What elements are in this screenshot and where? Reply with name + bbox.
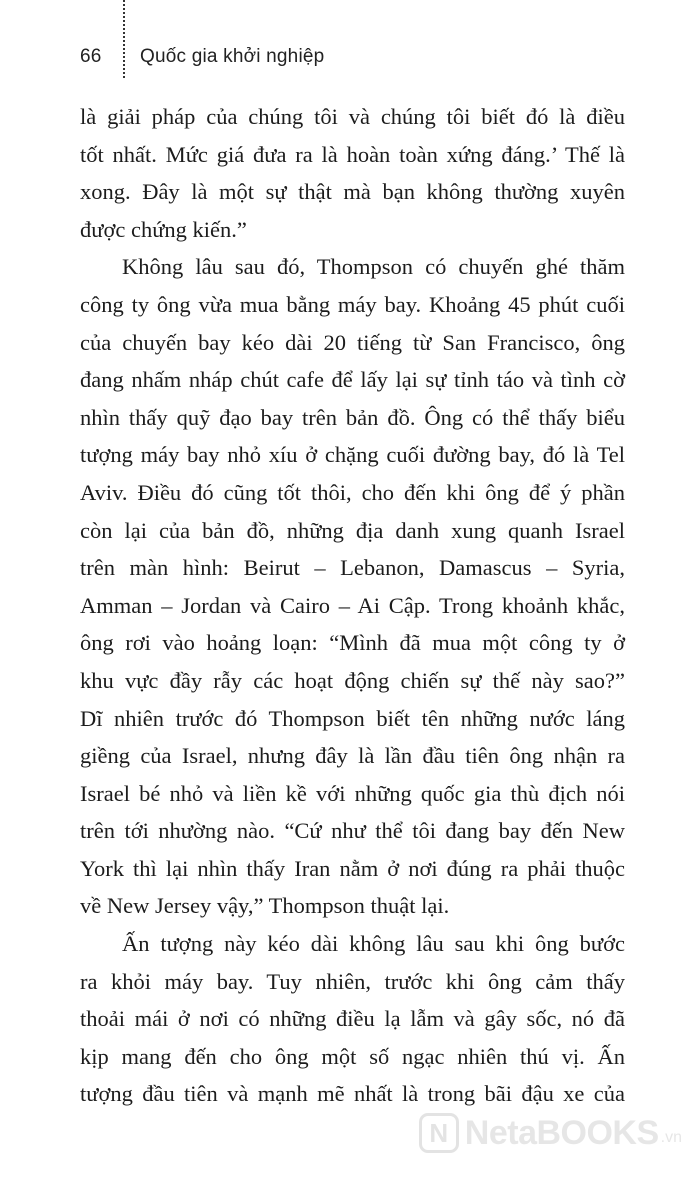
- watermark-logo-letter: N: [429, 1118, 449, 1148]
- text-line: tượng máy bay nhỏ xíu ở chặng cuối đường bay, đó là Tel: [80, 442, 625, 468]
- text-line: xong. Đây là một sự thật mà bạn không thường xuyên: [80, 179, 625, 205]
- text-line: tốt nhất. Mức giá đưa ra là hoàn toàn xứng đáng.’ Thế là: [80, 141, 625, 167]
- text-line: là giải pháp của chúng tôi và chúng tôi biết đó là điều: [80, 104, 625, 129]
- paragraph-first-line: Ấn tượng này kéo dài không lâu sau khi ông bước: [122, 931, 625, 957]
- text-line: ông rơi vào hoảng loạn: “Mình đã mua một công ty ở: [80, 630, 625, 656]
- text-line: nhìn thấy quỹ đạo bay trên bản đồ. Ông có thể thấy biểu: [80, 404, 625, 430]
- page-number: 66: [80, 46, 102, 67]
- text-line: Amman – Jordan và Cairo – Ai Cập. Trong khoảnh khắc,: [80, 592, 625, 618]
- page-header: [80, 40, 324, 74]
- text-line: giềng của Israel, nhưng đây là lần đầu tiên ông nhận ra: [80, 743, 625, 769]
- text-line: tượng đầu tiên và mạnh mẽ nhất là trong bãi đậu xe của: [80, 1081, 625, 1107]
- watermark-logo-icon: [419, 1113, 459, 1153]
- text-line: trên màn hình: Beirut – Lebanon, Damascus – Syria,: [80, 555, 625, 581]
- watermark: [419, 1113, 682, 1153]
- body-text: [80, 98, 625, 1113]
- text-line: trên tới nhường nào. “Cứ như thể tôi đang bay đến New: [80, 818, 625, 844]
- text-line: được chứng kiến.”: [80, 216, 247, 242]
- text-line: của chuyến bay kéo dài 20 tiếng từ San Francisco, ông: [80, 329, 625, 355]
- text-line: kịp mang đến cho ông một số ngạc nhiên thú vị. Ấn: [80, 1043, 625, 1069]
- text-line: ra khỏi máy bay. Tuy nhiên, trước khi ông cảm thấy: [80, 968, 625, 994]
- text-line: Israel bé nhỏ và liền kề với những quốc gia thù địch nói: [80, 780, 625, 806]
- watermark-text: NetaBOOKS: [464, 1113, 659, 1152]
- text-line: khu vực đầy rẫy các hoạt động chiến sự thế này sao?”: [80, 667, 625, 693]
- text-line: còn lại của bản đồ, những địa danh xung quanh Israel: [80, 517, 625, 543]
- text-line: thoải mái ở nơi có những điều lạ lẫm và gây sốc, nó đã: [80, 1006, 625, 1032]
- paragraph-first-line: Không lâu sau đó, Thompson có chuyến ghé thăm: [122, 254, 625, 280]
- text-line: Dĩ nhiên trước đó Thompson biết tên những nước láng: [80, 705, 625, 731]
- text-line: Aviv. Điều đó cũng tốt thôi, cho đến khi ông để ý phần: [80, 479, 625, 505]
- text-line: York thì lại nhìn thấy Iran nằm ở nơi đúng ra phải thuộc: [80, 855, 625, 881]
- text-line: về New Jersey vậy,” Thompson thuật lại.: [80, 893, 450, 919]
- watermark-suffix: .vn: [660, 1129, 682, 1146]
- text-line: công ty ông vừa mua bằng máy bay. Khoảng 45 phút cuối: [80, 291, 625, 317]
- text-line: đang nhấm nháp chút cafe để lấy lại sự tỉnh táo và tình cờ: [80, 367, 625, 393]
- running-title: Quốc gia khởi nghiệp: [140, 46, 325, 67]
